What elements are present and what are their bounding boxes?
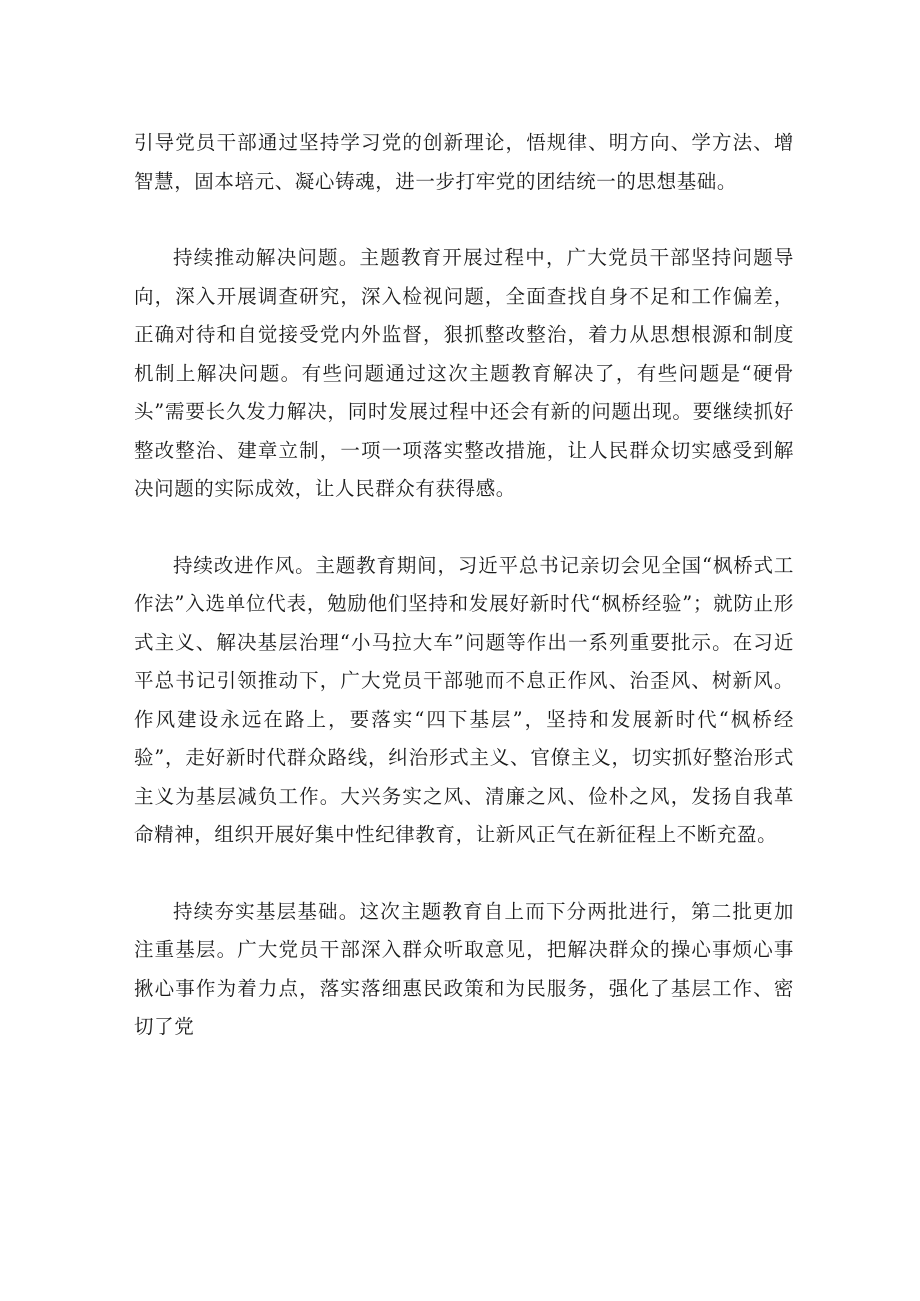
document-body bbox=[134, 124, 794, 1085]
paragraph-solve-problems: 持续推动解决问题。主题教育开展过程中，广大党员干部坚持问题导向，深入开展调查研究，深入检视问题，全面查找自身不足和工作偏差，正确对待和自觉接受党内外监督，狠抓整改整治，着力从思想根源和制度机制上解决问题。有些问题通过这次主题教育解决了，有些问题是“硬骨头”需要长久发力解决，同时发展过程中还会有新的问题出现。要继续抓好整改整治、建章立制，一项一项落实整改措施，让人民群众切实感受到解决问题的实际成效，让人民群众有获得感。 bbox=[134, 246, 794, 500]
paragraph-grassroots: 持续夯实基层基础。这次主题教育自上而下分两批进行，第二批更加注重基层。广大党员干部深入群众听取意见，把解决群众的操心事烦心事揪心事作为着力点，落实落细惠民政策和为民服务，强化了基层工作、密切了党 bbox=[134, 899, 794, 1038]
paragraph-continuation: 引导党员干部通过坚持学习党的创新理论，悟规律、明方向、学方法、增智慧，固本培元、凝心铸魂，进一步打牢党的团结统一的思想基础。 bbox=[134, 131, 794, 193]
paragraph-improve-style: 持续改进作风。主题教育期间，习近平总书记亲切会见全国“枫桥式工作法”入选单位代表，勉励他们坚持和发展好新时代“枫桥经验”；就防止形式主义、解决基层治理“小马拉大车”问题等作出一系列重要批示。在习近平总书记引领推动下，广大党员干部驰而不息正作风、治歪风、树新风。作风建设永远在路上，要落实“四下基层”，坚持和发展新时代“枫桥经验”，走好新时代群众路线，纠治形式主义、官僚主义，切实抓好整治形式主义为基层减负工作。大兴务实之风、清廉之风、俭朴之风，发扬自我革命精神，组织开展好集中性纪律教育，让新风正气在新征程上不断充盈。 bbox=[134, 553, 794, 846]
